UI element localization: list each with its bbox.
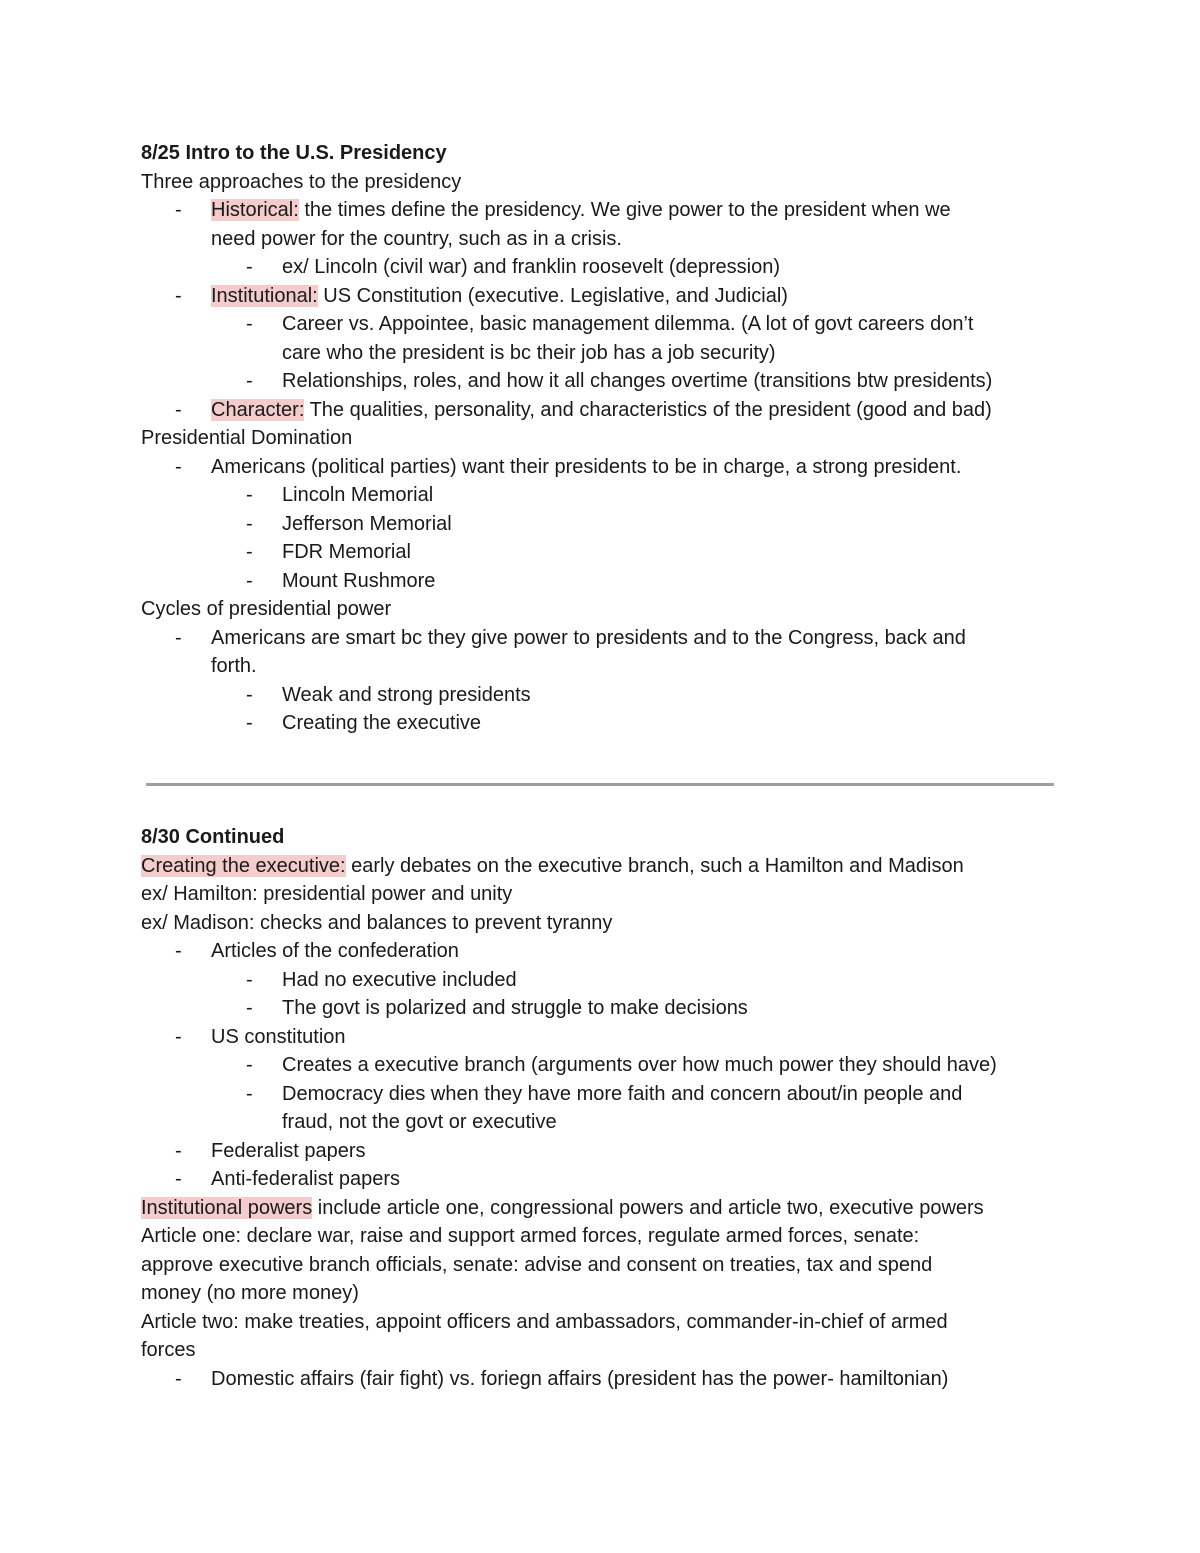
paragraph: forces [141,1339,196,1361]
section-heading: 8/25 Intro to the U.S. Presidency [141,142,447,164]
sub-bullet-item: - The govt is polarized and struggle to make decisions [141,994,1061,1023]
bullet-dash: - [175,626,182,649]
paragraph: Presidential Domination [141,427,353,449]
paragraph: Institutional powers include article one, congressional powers and article two, executive powers [141,1196,984,1219]
bullet-dash: - [246,569,253,592]
bullet-dash: - [246,256,253,278]
section-8-30 [141,823,1061,1393]
highlighted-term: Character: [211,398,305,421]
bullet-item: - Historical: the times define the presidency. We give power to the president when we [141,196,1061,225]
horizontal-divider [146,783,1054,786]
paragraph: Three approaches to the presidency [141,170,462,193]
bullet-dash: - [246,541,253,563]
bullet-item: - Americans are smart bc they give power to presidents and to the Congress, back and [141,624,1061,653]
bullet-dash: - [246,370,253,392]
section-heading: 8/30 Continued [141,826,285,848]
sub-bullet-item: - ex/ Lincoln (civil war) and franklin roosevelt (depression) [141,253,1061,282]
highlighted-term: Institutional powers [141,1196,313,1219]
sub-bullet-item: - Lincoln Memorial [141,481,1061,510]
sub-bullet-item: - Creates a executive branch (arguments over how much power they should have) [141,1051,1061,1080]
bullet-dash: - [246,1054,253,1076]
bullet-continuation: fraud, not the govt or executive [282,1111,557,1133]
paragraph: Article two: make treaties, appoint officers and ambassadors, commander-in-chief of armed [141,1310,948,1333]
paragraph: ex/ Hamilton: presidential power and unity [141,883,513,905]
sub-bullet-item: - Had no executive included [141,966,1061,995]
paragraph: Cycles of presidential power [141,598,392,620]
section-8-25 [141,139,1061,738]
highlighted-term: Institutional: [211,284,318,307]
bullet-dash: - [246,683,253,706]
bullet-dash: - [175,455,182,478]
sub-bullet-item: - Democracy dies when they have more faith and concern about/in people and [141,1080,1061,1109]
bullet-dash: - [246,512,253,535]
bullet-dash: - [175,1139,182,1162]
sub-bullet-item: - Creating the executive [141,709,1061,738]
bullet-continuation: need power for the country, such as in a crisis. [211,227,622,250]
bullet-dash: - [175,940,182,962]
bullet-item: - Institutional: US Constitution (executive. Legislative, and Judicial) [141,282,1061,311]
sub-bullet-item: - Mount Rushmore [141,567,1061,596]
sub-bullet-item: - FDR Memorial [141,538,1061,567]
paragraph: ex/ Madison: checks and balances to prevent tyranny [141,911,613,934]
bullet-dash: - [246,313,253,335]
sub-bullet-item: - Relationships, roles, and how it all changes overtime (transitions btw presidents) [141,367,1061,396]
paragraph: approve executive branch officials, senate: advise and consent on treaties, tax and spend [141,1253,933,1276]
bullet-dash: - [175,1367,182,1390]
bullet-dash: - [175,284,182,307]
bullet-item: - US constitution [141,1023,1061,1052]
paragraph: money (no more money) [141,1282,359,1304]
bullet-dash: - [175,398,182,421]
bullet-item: - Americans (political parties) want their presidents to be in charge, a strong president. [141,453,1061,482]
paragraph: Creating the executive: early debates on the executive branch, such a Hamilton and Madison [141,854,964,877]
bullet-dash: - [246,1082,253,1105]
paragraph: Article one: declare war, raise and support armed forces, regulate armed forces, senate: [141,1225,920,1247]
bullet-dash: - [175,1025,182,1048]
highlighted-term: Creating the executive: [141,854,346,877]
bullet-dash: - [246,712,253,734]
bullet-dash: - [246,997,253,1019]
bullet-item: - Articles of the confederation [141,937,1061,966]
sub-bullet-item: - Weak and strong presidents [141,681,1061,710]
bullet-item: - Anti-federalist papers [141,1165,1061,1194]
bullet-item: - Domestic affairs (fair fight) vs. foriegn affairs (president has the power- hamiltonian) [141,1365,1061,1394]
sub-bullet-item: - Jefferson Memorial [141,510,1061,539]
bullet-item: - Federalist papers [141,1137,1061,1166]
bullet-dash: - [246,968,253,991]
bullet-dash: - [175,1168,182,1190]
bullet-continuation: care who the president is bc their job has a job security) [282,341,776,364]
sub-bullet-item: - Career vs. Appointee, basic management dilemma. (A lot of govt careers don’t [141,310,1061,339]
bullet-continuation: forth. [211,655,257,677]
bullet-dash: - [246,484,253,506]
bullet-dash: - [175,199,182,221]
bullet-item: - Character: The qualities, personality, and characteristics of the president (good and bad) [141,396,1061,425]
highlighted-term: Historical: [211,199,299,221]
